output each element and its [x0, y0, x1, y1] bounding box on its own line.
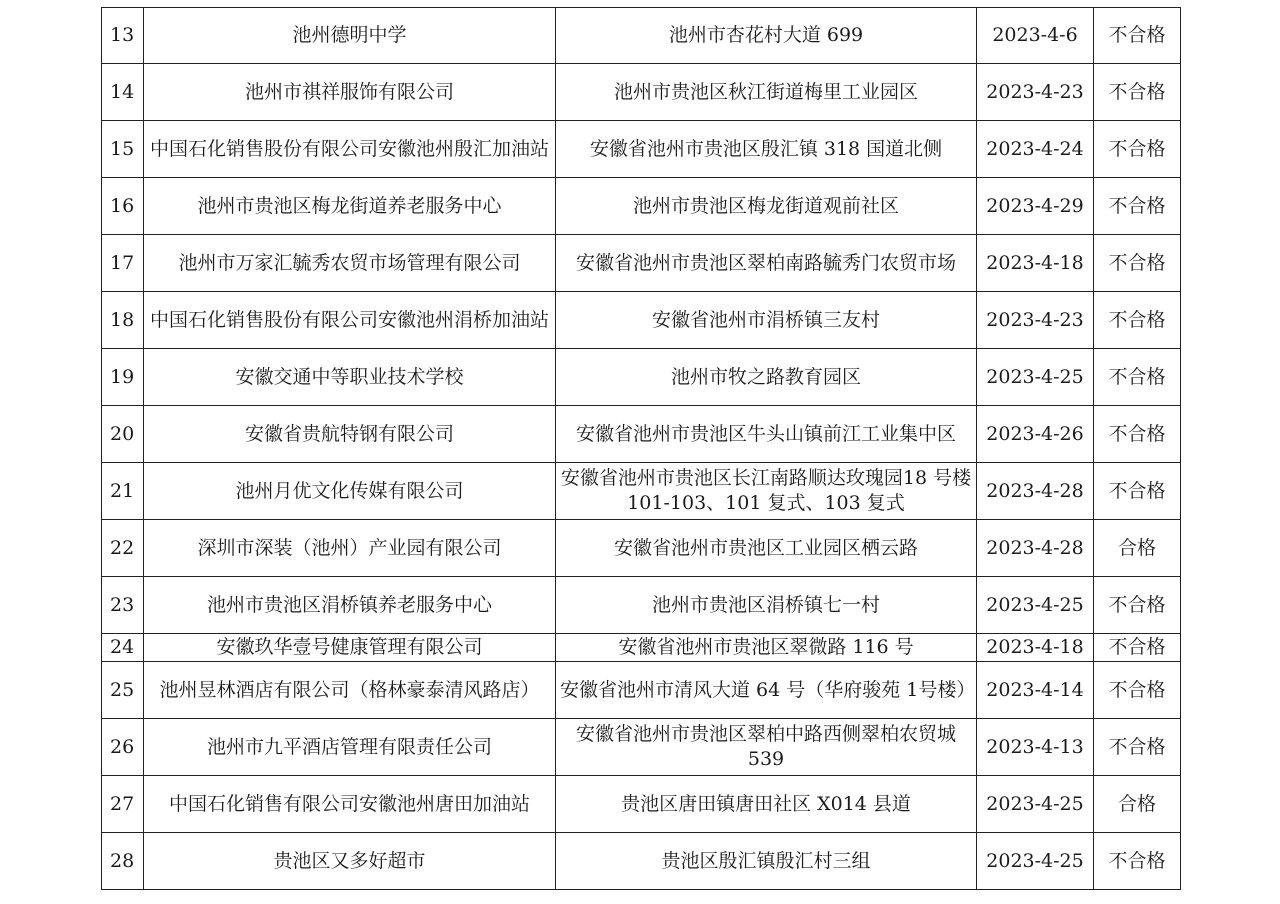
company-name: 贵池区又多好超市 [273, 849, 426, 872]
row-number: 25 [110, 678, 135, 701]
inspection-date: 2023-4-26 [986, 422, 1084, 445]
company-name-cell [144, 577, 556, 633]
inspection-date: 2023-4-6 [992, 24, 1078, 46]
row-number: 20 [110, 422, 135, 445]
company-address: 池州市贵池区秋江街道梅里工业园区 [613, 80, 918, 103]
row-number: 13 [110, 24, 135, 46]
inspection-result-cell [1094, 776, 1180, 832]
inspection-date-cell [977, 235, 1094, 291]
company-name-cell [144, 292, 556, 348]
inspection-result-cell [1094, 463, 1180, 519]
company-name: 池州市九平酒店管理有限责任公司 [206, 735, 492, 758]
inspection-result-cell [1094, 406, 1180, 462]
row-number-cell [102, 121, 144, 177]
company-name-cell [144, 662, 556, 718]
inspection-date: 2023-4-25 [986, 365, 1084, 388]
company-name-cell [144, 64, 556, 120]
company-name-cell [144, 719, 556, 775]
company-name-cell [144, 463, 556, 519]
table-row [102, 662, 1180, 719]
table-row [102, 178, 1180, 235]
company-name-cell [144, 520, 556, 576]
row-number: 27 [110, 792, 135, 815]
company-name: 中国石化销售股份有限公司安徽池州殷汇加油站 [149, 137, 549, 160]
inspection-date-cell [977, 662, 1094, 718]
company-name: 中国石化销售股份有限公司安徽池州涓桥加油站 [149, 308, 549, 331]
table-row [102, 577, 1180, 634]
inspection-date-cell [977, 64, 1094, 120]
company-address: 安徽省池州市贵池区翠柏中路西侧翠柏农贸城 539 [575, 723, 956, 770]
row-number: 17 [110, 251, 135, 274]
company-name: 池州市贵池区涓桥镇养老服务中心 [206, 593, 492, 616]
inspection-result: 不合格 [1108, 422, 1166, 445]
inspection-date: 2023-4-28 [986, 479, 1084, 502]
company-address: 安徽省池州市贵池区工业园区栖云路 [613, 536, 918, 559]
inspection-result: 不合格 [1108, 137, 1166, 160]
inspection-date-cell [977, 776, 1094, 832]
row-number: 26 [110, 735, 135, 758]
row-number-cell [102, 292, 144, 348]
inspection-date-cell [977, 178, 1094, 234]
inspection-date: 2023-4-28 [986, 536, 1084, 559]
row-number: 24 [110, 636, 135, 658]
company-name: 池州市祺祥服饰有限公司 [244, 80, 454, 103]
row-number: 28 [110, 849, 135, 872]
company-address-cell [556, 634, 977, 661]
company-name-cell [144, 833, 556, 889]
table-row [102, 719, 1180, 776]
company-name-cell [144, 406, 556, 462]
company-address-cell [556, 64, 977, 120]
inspection-date: 2023-4-18 [986, 251, 1084, 274]
row-number-cell [102, 577, 144, 633]
table-row [102, 7, 1180, 64]
table-row [102, 121, 1180, 178]
row-number: 23 [110, 593, 135, 616]
inspection-date-cell [977, 292, 1094, 348]
inspection-result-cell [1094, 833, 1180, 889]
inspection-date: 2023-4-24 [986, 137, 1084, 160]
table-row [102, 634, 1180, 662]
company-address-cell [556, 463, 977, 519]
row-number: 15 [110, 137, 135, 160]
company-address: 安徽省池州市贵池区翠柏南路毓秀门农贸市场 [575, 251, 956, 274]
inspection-date-cell [977, 577, 1094, 633]
row-number-cell [102, 833, 144, 889]
company-address-cell [556, 349, 977, 405]
inspection-result: 不合格 [1108, 636, 1166, 658]
inspection-result: 不合格 [1108, 308, 1166, 331]
inspection-result-cell [1094, 577, 1180, 633]
inspection-date: 2023-4-23 [986, 308, 1084, 331]
inspection-result: 不合格 [1108, 678, 1166, 701]
inspection-result: 不合格 [1108, 849, 1166, 872]
row-number-cell [102, 634, 144, 661]
company-address: 贵池区唐田镇唐田社区 X014 县道 [621, 792, 911, 815]
company-address: 安徽省池州市贵池区长江南路顺达玫瑰园18 号楼 101-103、101 复式、103 复式 [560, 467, 972, 514]
inspection-result-cell [1094, 121, 1180, 177]
row-number-cell [102, 463, 144, 519]
company-address: 池州市贵池区梅龙街道观前社区 [632, 194, 899, 217]
inspection-result-cell [1094, 292, 1180, 348]
inspection-result: 合格 [1117, 792, 1156, 815]
company-address-cell [556, 833, 977, 889]
inspection-result: 合格 [1117, 536, 1156, 559]
inspection-date-cell [977, 463, 1094, 519]
inspection-date-cell [977, 833, 1094, 889]
inspection-date-cell [977, 406, 1094, 462]
company-address-cell [556, 178, 977, 234]
inspection-result-cell [1094, 520, 1180, 576]
inspection-date-cell [977, 8, 1094, 63]
company-name-cell [144, 121, 556, 177]
inspection-result-cell [1094, 178, 1180, 234]
inspection-result-cell [1094, 235, 1180, 291]
row-number: 19 [110, 365, 135, 388]
inspection-result: 不合格 [1108, 194, 1166, 217]
inspection-date: 2023-4-14 [986, 678, 1084, 701]
inspection-date-cell [977, 719, 1094, 775]
inspection-result: 不合格 [1108, 24, 1166, 46]
company-name: 池州月优文化传媒有限公司 [235, 479, 464, 502]
company-address: 池州市贵池区涓桥镇七一村 [651, 593, 880, 616]
row-number-cell [102, 349, 144, 405]
inspection-result: 不合格 [1108, 479, 1166, 502]
company-address-cell [556, 662, 977, 718]
company-address: 安徽省池州市清风大道 64 号（华府骏苑 1号楼） [560, 678, 976, 701]
company-address-cell [556, 577, 977, 633]
inspection-result: 不合格 [1108, 251, 1166, 274]
row-number-cell [102, 520, 144, 576]
table-row [102, 463, 1180, 520]
inspection-date: 2023-4-29 [986, 194, 1084, 217]
table-row [102, 520, 1180, 577]
table-row [102, 349, 1180, 406]
inspection-date: 2023-4-13 [986, 735, 1084, 758]
row-number-cell [102, 406, 144, 462]
company-name-cell [144, 178, 556, 234]
inspection-result-cell [1094, 349, 1180, 405]
company-address: 池州市杏花村大道 699 [668, 24, 864, 46]
row-number: 21 [110, 479, 135, 502]
company-address-cell [556, 520, 977, 576]
row-number: 18 [110, 308, 135, 331]
company-address-cell [556, 235, 977, 291]
row-number-cell [102, 64, 144, 120]
company-name: 中国石化销售有限公司安徽池州唐田加油站 [168, 792, 530, 815]
inspection-date-cell [977, 520, 1094, 576]
inspection-table [101, 7, 1181, 890]
row-number-cell [102, 719, 144, 775]
row-number-cell [102, 235, 144, 291]
row-number-cell [102, 178, 144, 234]
inspection-date: 2023-4-25 [986, 792, 1084, 815]
company-address: 池州市牧之路教育园区 [670, 365, 861, 388]
company-name-cell [144, 8, 556, 63]
inspection-result-cell [1094, 719, 1180, 775]
inspection-result: 不合格 [1108, 735, 1166, 758]
company-address-cell [556, 292, 977, 348]
company-name: 深圳市深装（池州）产业园有限公司 [197, 536, 502, 559]
inspection-date: 2023-4-25 [986, 849, 1084, 872]
company-address: 安徽省池州市涓桥镇三友村 [651, 308, 880, 331]
table-row [102, 776, 1180, 833]
row-number-cell [102, 8, 144, 63]
table-row [102, 235, 1180, 292]
inspection-result-cell [1094, 64, 1180, 120]
inspection-date-cell [977, 349, 1094, 405]
inspection-result: 不合格 [1108, 80, 1166, 103]
company-name-cell [144, 349, 556, 405]
row-number: 16 [110, 194, 135, 217]
row-number: 22 [110, 536, 135, 559]
company-name-cell [144, 634, 556, 661]
company-name: 池州市贵池区梅龙街道养老服务中心 [197, 194, 502, 217]
row-number-cell [102, 662, 144, 718]
company-address: 安徽省池州市贵池区翠微路 116 号 [618, 636, 914, 658]
inspection-date: 2023-4-25 [986, 593, 1084, 616]
company-address: 安徽省池州市贵池区殷汇镇 318 国道北侧 [589, 137, 943, 160]
row-number: 14 [110, 80, 135, 103]
table-row [102, 292, 1180, 349]
inspection-result-cell [1094, 8, 1180, 63]
company-address-cell [556, 121, 977, 177]
company-address-cell [556, 719, 977, 775]
row-number-cell [102, 776, 144, 832]
company-name: 安徽省贵航特钢有限公司 [244, 422, 454, 445]
company-name-cell [144, 235, 556, 291]
company-name-cell [144, 776, 556, 832]
table-row [102, 64, 1180, 121]
inspection-date: 2023-4-18 [986, 636, 1084, 658]
company-address-cell [556, 406, 977, 462]
company-address: 贵池区殷汇镇殷汇村三组 [661, 849, 871, 872]
company-name: 池州昱林酒店有限公司（格林豪泰清风路店） [159, 678, 540, 701]
company-name: 池州德明中学 [292, 24, 407, 46]
inspection-date-cell [977, 634, 1094, 661]
inspection-date-cell [977, 121, 1094, 177]
inspection-result-cell [1094, 662, 1180, 718]
inspection-result: 不合格 [1108, 593, 1166, 616]
company-address-cell [556, 8, 977, 63]
inspection-date: 2023-4-23 [986, 80, 1084, 103]
inspection-result: 不合格 [1108, 365, 1166, 388]
inspection-result-cell [1094, 634, 1180, 661]
company-name: 安徽玖华壹号健康管理有限公司 [216, 636, 483, 658]
company-address: 安徽省池州市贵池区牛头山镇前江工业集中区 [575, 422, 956, 445]
table-row [102, 406, 1180, 463]
table-row [102, 833, 1180, 890]
company-address-cell [556, 776, 977, 832]
company-name: 安徽交通中等职业技术学校 [235, 365, 464, 388]
company-name: 池州市万家汇毓秀农贸市场管理有限公司 [178, 251, 521, 274]
